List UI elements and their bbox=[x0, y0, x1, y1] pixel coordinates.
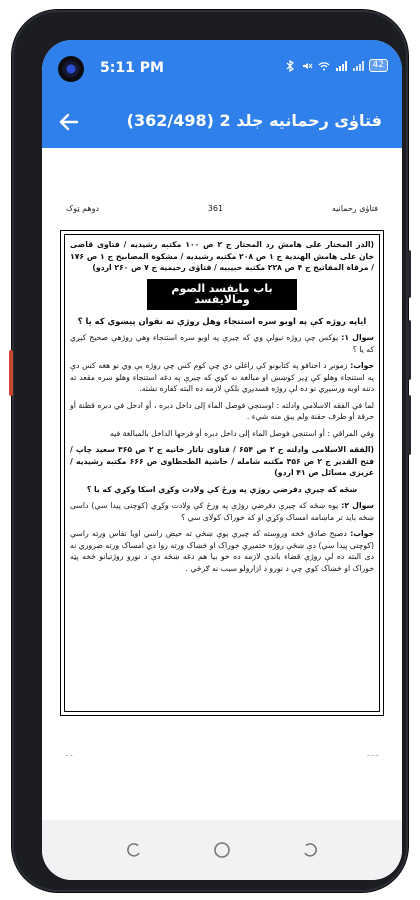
status-time: 5:11 PM bbox=[100, 60, 164, 76]
page-header-left: دوهم ټوک bbox=[66, 204, 100, 213]
next-page-edge bbox=[66, 750, 378, 760]
faint-mark: ـ ـ bbox=[66, 750, 73, 758]
recents-nav-icon bbox=[126, 841, 144, 859]
document-viewer[interactable] bbox=[42, 148, 402, 828]
answer-label-2: جواب: bbox=[350, 529, 374, 538]
question-1 bbox=[70, 332, 374, 355]
back-nav-icon bbox=[300, 841, 318, 859]
reference-block: (الدر المختار علی هامش رد المحتار ج ۲ ص ۱۰۰ مکتبه رشیدیه / فتاوی قاضی خان علی هامش الهندیة ج ۱ ص ۲۰۸ مکتبه رشیدیه / مشکوة المصابیح ج ۱ ص ۱۷۶ / مرقاة المفاتیح ج ۴ ص ۲۲۸ مکتبه حبیبیه / فتاوٰی رحیمیه ج ۷ ص ۲۶۰ اردو) bbox=[70, 240, 374, 272]
page-number: 361 bbox=[207, 204, 224, 213]
status-icons bbox=[284, 59, 388, 72]
status-bar bbox=[42, 40, 402, 96]
question-label: سوال ۱: bbox=[341, 333, 374, 342]
answer-text: زمونږ د احنافو په کتابونو کې راغلي دي چې کوم کس چې روژه یې وي نو هغه کس دې په استنجاء وهلو کې ډیر کوښښ او مبالغه نه کوي که چیرې په دغه استنجاء وهلو سره مقعد ته دننه اوبه ورسیږي نو ده لې روژه فسدیږي بلکې لازمه ده البته کفاره نشته. bbox=[70, 361, 374, 393]
page-frame bbox=[60, 230, 384, 716]
battery-indicator: 42 bbox=[369, 59, 388, 72]
page-header-right: فتاوٰی رحمانیه bbox=[331, 204, 378, 213]
faint-mark-2: ـ ـ ـ bbox=[367, 750, 378, 758]
screen bbox=[42, 40, 402, 880]
answer-text-2: دصبح صادق څخه وروسته که چیرې یوې ښځې ته حیض راسي اویا نفاس ورته راسي (کوچنی پیدا سي) دې ښځې روژه ختمیږي خوراک او څښاک ورته روا دي امساک ورته ضروري نه دی البته ده لې روژې قضاء باندې لازمه ده خو بیا هم دغه ښځه دې د نورو روژتیانو څخه پټه خوراک او څښاک کوي چې د نورو د ازارولو سبب نه ګرځي . bbox=[70, 529, 374, 573]
system-nav-bar bbox=[42, 820, 402, 880]
reference-block-2: (الفقه الاسلامی وادلته ج ۲ ص ۶۵۴ / فتاوی تاتار خانیه ج ۲ ص ۳۶۵ سعید چاپ / فتح القدیر ج ۲ ص ۳۵۶ مکتبه شامله / حاشیة الطحطاوی ص ۶۶۶ مکتبه رشیدیه / عزیزی مسائل ص ۴۱ اردو) bbox=[70, 445, 374, 477]
page-header bbox=[66, 204, 378, 220]
app-bar bbox=[42, 96, 402, 148]
mute-icon bbox=[301, 60, 313, 72]
question-label-2: سوال ۲: bbox=[341, 501, 374, 510]
answer-label: جواب: bbox=[350, 361, 374, 370]
side-key bbox=[9, 350, 13, 396]
home-button[interactable] bbox=[202, 830, 242, 870]
answer-1 bbox=[70, 360, 374, 395]
home-nav-icon bbox=[212, 840, 232, 860]
power-button bbox=[407, 250, 411, 298]
arabic-quote-2: وفي المراقي : أو استنجي فوصل الماء إلى داخل دبره أو فرجها الداخل بالمبالغة فيه bbox=[110, 428, 374, 438]
question-heading-2: ښځه که چیرې دفرضي روژې په ورځ کې ولادت وکړي اسکا وکړي که یا ؟ bbox=[86, 484, 358, 494]
signal-icon-2 bbox=[352, 60, 364, 72]
arabic-quote: لما في الفقه الاسلامي وادلته : اوستجي فوصل الماء إلى داخل دبره ، أو ادخل في دبره قطنة أو حرقة أو طرف حقنة ولم يبق منه شيء . bbox=[70, 400, 374, 421]
phone-frame bbox=[12, 10, 408, 892]
page-frame-inner bbox=[64, 234, 380, 712]
page-body bbox=[70, 239, 374, 574]
signal-icon bbox=[335, 60, 347, 72]
question-text-2: یوه ښځه که چیرې دفرضي روژې په ورځ کې ولادت وکړي (کوچنی پیدا سي) داسی ښځه باید تر ماښامه امساک وکړي او که خوراک کولای سي ؟ bbox=[70, 501, 374, 522]
question-heading: ایاپه روژه کې په اوبو سره استنجاء وهل روژې ته نقوان پیښوي که یا ؟ bbox=[77, 315, 367, 326]
recents-button[interactable] bbox=[115, 830, 155, 870]
app-title: فتاوٰی رحمانیه جلد 2 (362/498) bbox=[126, 111, 382, 130]
question-text: یوکس چې روژه نیولې وي که چیرې په اوبو سره استنجاء وهي روژهې صحیح کیږي که یا ؟ bbox=[70, 333, 374, 354]
back-arrow-icon[interactable] bbox=[56, 110, 82, 134]
wifi-icon bbox=[318, 60, 330, 72]
front-camera bbox=[58, 56, 84, 82]
bluetooth-icon bbox=[284, 60, 296, 72]
back-nav-button[interactable] bbox=[289, 830, 329, 870]
answer-2 bbox=[70, 528, 374, 574]
question-2 bbox=[70, 500, 374, 523]
volume-button bbox=[407, 320, 411, 380]
section-title: باب مایفسد الصوم ومالایفسد bbox=[147, 279, 297, 310]
volume-button-lower bbox=[407, 395, 411, 455]
